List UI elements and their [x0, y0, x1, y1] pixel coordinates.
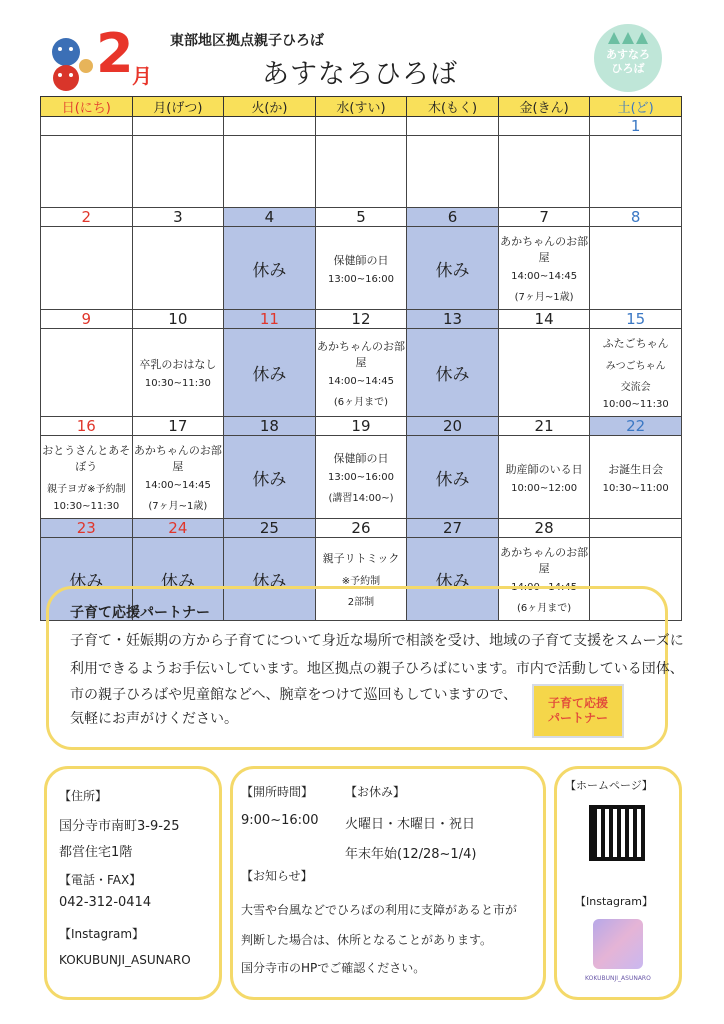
calendar-day-cell	[224, 436, 316, 519]
calendar-day-cell	[315, 136, 407, 208]
weekday-sun: 日(にち)	[41, 97, 133, 117]
calendar-day-cell	[590, 227, 682, 310]
event-detail: (6ヶ月まで)	[333, 396, 389, 408]
calendar-date-row	[41, 519, 682, 538]
event-detail: 14:00~14:45	[511, 271, 578, 282]
hours-box	[230, 766, 546, 1000]
closed-day-label: 休み	[435, 469, 470, 490]
calendar-date-number: 14	[498, 310, 590, 329]
calendar-day-cell	[407, 329, 499, 417]
weekday-header-row	[41, 97, 682, 117]
instagram-label-2: 【Instagram】	[575, 895, 653, 908]
weekday-fri: 金(きん)	[498, 97, 590, 117]
calendar-date-number: 6	[407, 208, 499, 227]
page-subtitle: 東部地区拠点親子ひろば	[170, 33, 324, 49]
calendar-day-cell	[590, 329, 682, 417]
notice-line-2: 判断した場合は、休所となることがあります。	[241, 933, 493, 947]
closed-day-label: 休み	[252, 469, 287, 490]
closed-day-label: 休み	[160, 571, 195, 592]
calendar-date-number: 7	[498, 208, 590, 227]
calendar-day-cell	[41, 329, 133, 417]
calendar-day-cell	[407, 227, 499, 310]
month-number: 2	[96, 22, 134, 85]
event-detail: ※予約制	[341, 576, 381, 587]
calendar-date-number: 20	[407, 417, 499, 436]
calendar-date-row	[41, 417, 682, 436]
calendar-week-row	[41, 227, 682, 310]
calendar-date-number: 4	[224, 208, 316, 227]
event-title: 親子リトミック	[322, 552, 400, 565]
calendar-date-number: 5	[315, 208, 407, 227]
closed-day-label: 休み	[435, 365, 470, 385]
closed-day-label: 休み	[252, 365, 287, 385]
calendar-day-cell	[590, 136, 682, 208]
event-detail: 10:00~12:00	[511, 482, 578, 494]
month-suffix: 月	[132, 64, 152, 88]
page-title: あすなろひろば	[262, 59, 458, 90]
homepage-label: 【ホームページ】	[565, 779, 653, 792]
event-title: あかちゃんのお部屋	[500, 235, 589, 264]
calendar-date-number: 10	[132, 310, 224, 329]
calendar-date-number: 16	[41, 417, 133, 436]
calendar-day-cell	[132, 436, 224, 519]
month-badge	[44, 22, 162, 94]
partner-line-2: 利用できるようお手伝いしています。地区拠点の親子ひろばにいます。市内で活動している団体、	[70, 661, 684, 677]
calendar-date-row	[41, 117, 682, 136]
calendar-date-number: 22	[590, 417, 682, 436]
calendar-day-cell	[224, 329, 316, 417]
calendar-date-row	[41, 208, 682, 227]
tel-label: 【電話・FAX】	[59, 873, 142, 887]
instagram-label: 【Instagram】	[59, 927, 145, 941]
calendar-date-number: 23	[41, 519, 133, 538]
calendar-date-number: 25	[224, 519, 316, 538]
instagram-caption: KOKUBUNJI_ASUNARO	[585, 975, 651, 982]
calendar-date-number	[498, 117, 590, 136]
event-detail: 14:00~14:45	[144, 480, 211, 491]
calendar-day-cell	[498, 436, 590, 519]
address-line-2: 都営住宅1階	[59, 845, 133, 860]
logo	[594, 24, 662, 92]
calendar-date-number	[224, 117, 316, 136]
tel-number: 042-312-0414	[59, 895, 152, 910]
event-detail: 14:00~14:45	[511, 582, 578, 593]
calendar	[40, 96, 682, 621]
closed-day-label: 休み	[435, 260, 470, 281]
address-line-1: 国分寺市南町3-9-25	[59, 819, 180, 834]
calendar-day-cell	[132, 329, 224, 417]
hours-label: 【開所時間】	[241, 785, 314, 799]
event-detail: 10:00~11:30	[602, 399, 669, 410]
calendar-date-number: 17	[132, 417, 224, 436]
calendar-week-row	[41, 329, 682, 417]
hours-value: 9:00~16:00	[241, 813, 319, 828]
event-detail: 10:30~11:30	[144, 378, 211, 389]
calendar-date-number	[590, 519, 682, 538]
event-title: 保健師の日	[333, 452, 389, 465]
calendar-date-number	[407, 117, 499, 136]
event-title: 卒乳のおはなし	[139, 358, 217, 371]
calendar-date-number: 3	[132, 208, 224, 227]
calendar-date-number: 19	[315, 417, 407, 436]
partner-line-3: 市の親子ひろばや児童館などへ、腕章をつけて巡回もしていますので、	[70, 687, 518, 703]
calendar-date-number	[132, 117, 224, 136]
calendar-date-number	[41, 117, 133, 136]
calendar-day-cell	[315, 329, 407, 417]
weekday-mon: 月(げつ)	[132, 97, 224, 117]
calendar-date-number: 2	[41, 208, 133, 227]
partner-line-4: 気軽にお声がけください。	[70, 711, 238, 727]
event-detail: 交流会	[620, 382, 651, 393]
calendar-body	[41, 117, 682, 621]
closed-day-label: 休み	[435, 571, 470, 592]
calendar-day-cell	[224, 136, 316, 208]
closed-day-label: 休み	[69, 571, 104, 592]
closed-newyear: 年末年始(12/28~1/4)	[345, 847, 477, 862]
calendar-day-cell	[315, 227, 407, 310]
calendar-date-number: 15	[590, 310, 682, 329]
calendar-date-number: 21	[498, 417, 590, 436]
calendar-week-row	[41, 136, 682, 208]
event-title: お誕生日会	[608, 462, 664, 476]
calendar-day-cell	[407, 436, 499, 519]
calendar-day-cell	[132, 136, 224, 208]
closed-day-label: 休み	[252, 260, 287, 281]
weekday-sat: 土(ど)	[590, 97, 682, 117]
calendar-date-row	[41, 310, 682, 329]
event-detail: (講習14:00~)	[328, 493, 394, 504]
calendar-day-cell	[498, 136, 590, 208]
weekday-thu: 木(もく)	[407, 97, 499, 117]
calendar-date-number: 11	[224, 310, 316, 329]
tree-icon	[608, 32, 648, 44]
event-detail: 10:30~11:30	[53, 501, 120, 512]
calendar-date-number: 26	[315, 519, 407, 538]
calendar-day-cell	[224, 227, 316, 310]
homepage-box	[554, 766, 682, 1000]
event-detail: 10:30~11:00	[602, 482, 669, 494]
weekday-tue: 火(か)	[224, 97, 316, 117]
event-title: あかちゃんのお部屋	[500, 546, 589, 575]
instagram-qr-code[interactable]	[593, 919, 643, 969]
event-detail: 2部制	[347, 597, 375, 608]
calendar-date-number: 9	[41, 310, 133, 329]
calendar-date-number: 13	[407, 310, 499, 329]
address-box	[44, 766, 222, 1000]
calendar-day-cell	[590, 436, 682, 519]
calendar-date-number: 27	[407, 519, 499, 538]
event-detail: みつごちゃん	[605, 361, 666, 372]
calendar-day-cell	[41, 436, 133, 519]
calendar-date-number: 12	[315, 310, 407, 329]
event-title: おとうさんとあそぼう	[42, 444, 131, 473]
event-detail: 親子ヨガ※予約制	[47, 484, 126, 495]
calendar-date-number: 8	[590, 208, 682, 227]
calendar-date-number: 28	[498, 519, 590, 538]
event-detail: (6ヶ月まで)	[517, 603, 572, 614]
event-title: あかちゃんのお部屋	[316, 339, 405, 369]
event-detail: 14:00~14:45	[327, 375, 394, 387]
calendar-date-number	[315, 117, 407, 136]
address-label: 【住所】	[59, 789, 108, 803]
event-detail: 13:00~16:00	[327, 472, 394, 483]
instagram-id: KOKUBUNJI_ASUNARO	[59, 953, 191, 967]
calendar-week-row	[41, 436, 682, 519]
event-title: ふたごちゃん	[602, 337, 669, 350]
closed-day-label: 休み	[252, 571, 287, 592]
event-detail: (7ヶ月~1歳)	[148, 501, 208, 512]
calendar-date-number: 24	[132, 519, 224, 538]
calendar-date-number: 1	[590, 117, 682, 136]
notice-label: 【お知らせ】	[241, 869, 313, 883]
event-title: あかちゃんのお部屋	[133, 444, 222, 473]
partner-title: 子育て応援パートナー	[70, 605, 210, 621]
partner-line-1: 子育て・妊娠期の方から子育てについて身近な場所で相談を受け、地域の子育て支援をスムーズに	[70, 633, 684, 649]
notice-line-1: 大雪や台風などでひろばの利用に支障があると市が	[241, 903, 518, 917]
logo-text: あすなろ ひろば	[606, 48, 650, 75]
closed-days: 火曜日・木曜日・祝日	[345, 817, 476, 832]
weekday-wed: 水(すい)	[315, 97, 407, 117]
homepage-qr-code[interactable]	[589, 805, 645, 861]
calendar-day-cell	[498, 329, 590, 417]
event-detail: (7ヶ月~1歳)	[514, 292, 574, 303]
closed-label: 【お休み】	[345, 785, 406, 799]
calendar-day-cell	[132, 227, 224, 310]
calendar-day-cell	[315, 436, 407, 519]
notice-line-3: 国分寺市のHPでご確認ください。	[241, 961, 426, 975]
calendar-day-cell	[41, 227, 133, 310]
calendar-day-cell	[407, 136, 499, 208]
calendar-day-cell	[498, 227, 590, 310]
event-title: 助産師のいる日	[505, 462, 583, 476]
partner-armband-photo: 子育て応援 パートナー	[532, 684, 624, 738]
event-detail: 13:00~16:00	[327, 273, 394, 285]
calendar-date-number: 18	[224, 417, 316, 436]
event-title: 保健師の日	[333, 253, 389, 267]
calendar-day-cell	[41, 136, 133, 208]
